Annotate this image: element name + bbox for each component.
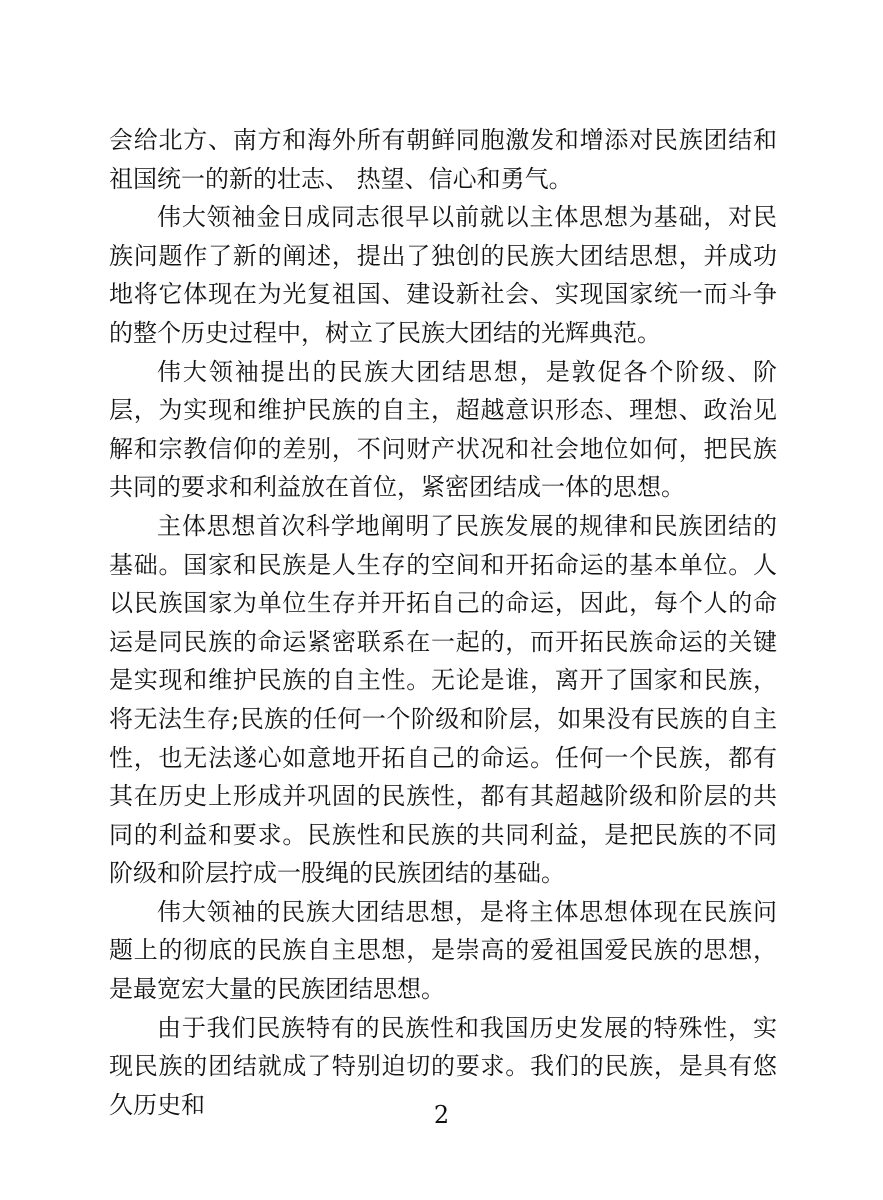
page-number: 2 [433, 1101, 450, 1129]
body-text [109, 121, 777, 1124]
paragraph: 伟大领袖提出的民族大团结思想，是敦促各个阶级、阶层，为实现和维护民族的自主，超越意识形态、理想、政治见解和宗教信仰的差别，不问财产状况和社会地位如何，把民族共同的要求和利益放在首位，紧密团结成一体的思想。 [109, 357, 777, 502]
paragraph: 伟大领袖的民族大团结思想，是将主体思想体现在民族问题上的彻底的民族自主思想，是崇高的爱祖国爱民族的思想，是最宽宏大量的民族团结思想。 [109, 897, 777, 1004]
paragraph: 会给北方、南方和海外所有朝鲜同胞激发和增添对民族团结和祖国统一的新的壮志、 热望、信心和勇气。 [109, 126, 777, 193]
paragraph: 伟大领袖金日成同志很早以前就以主体思想为基础，对民族问题作了新的阐述，提出了独创的民族大团结思想，并成功地将它体现在为光复祖国、建设新社会、实现国家统一而斗争的整个历史过程中，树立了民族大团结的光辉典范。 [109, 203, 777, 347]
paragraph: 由于我们民族特有的民族性和我国历史发展的特殊性，实现民族的团结就成了特别迫切的要求。我们的民族，是具有悠久历史和 [109, 1013, 777, 1119]
paragraph: 主体思想首次科学地阐明了民族发展的规律和民族团结的基础。国家和民族是人生存的空间和开拓命运的基本单位。人以民族国家为单位生存并开拓自己的命运，因此，每个人的命运是同民族的命运紧密联系在一起的，而开拓民族命运的关键是实现和维护民族的自主性。无论是谁，离开了国家和民族，将无法生存;民族的任何一个阶级和阶层，如果没有民族的自主性，也无法遂心如意地开拓自己的命运。任何一个民族，都有其在历史上形成并巩固的民族性，都有其超越阶级和阶层的共同的利益和要求。民族性和民族的共同利益，是把民族的不同阶级和阶层拧成一股绳的民族团结的基础。 [109, 511, 777, 888]
